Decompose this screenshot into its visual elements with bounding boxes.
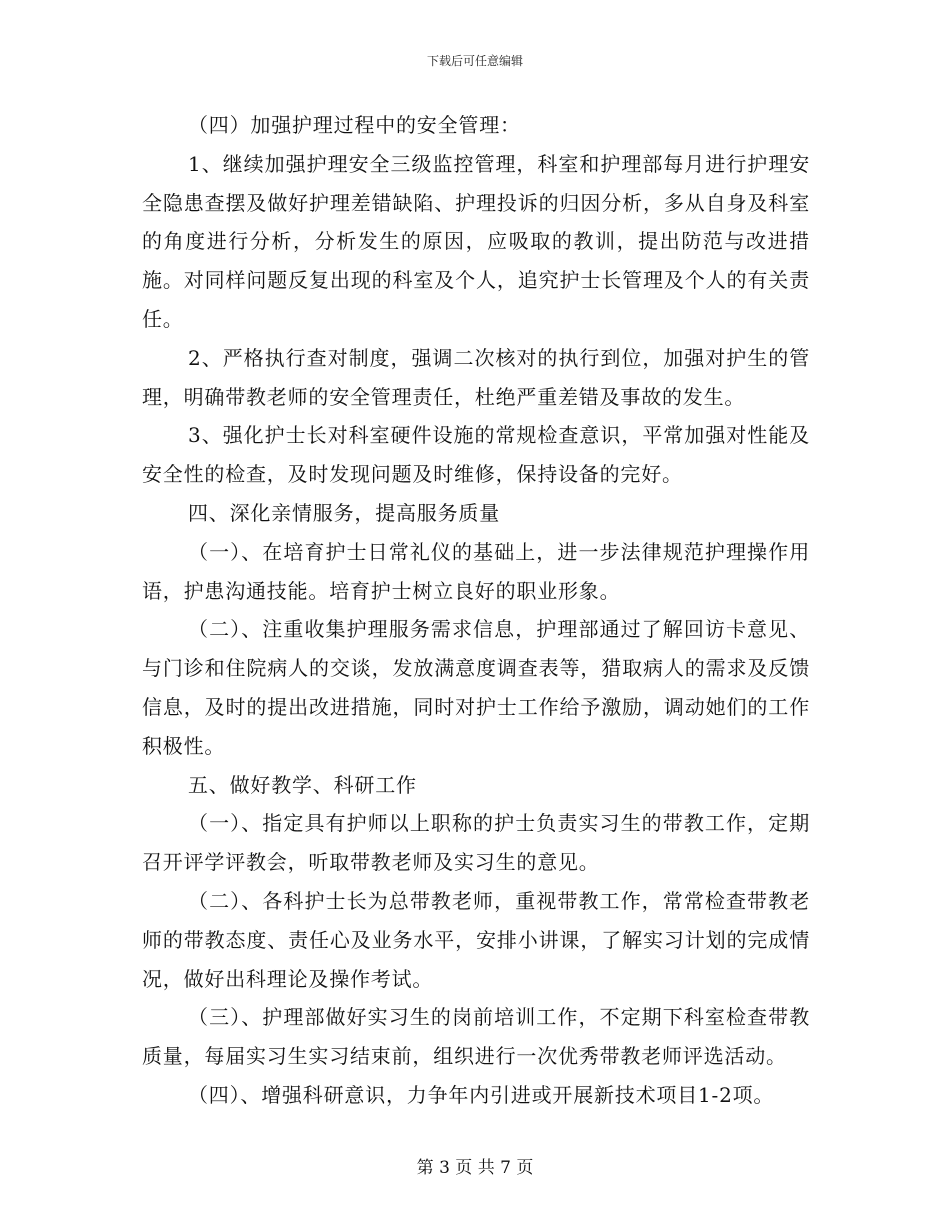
section-heading-teaching-research: 五、做好教学、科研工作: [188, 772, 417, 797]
section-heading-safety-management: （四）加强护理过程中的安全管理：: [188, 113, 521, 137]
paragraph-service-feedback: （二）、注重收集护理服务需求信息，护理部通过了解回访卡意见、与门诊和住院病人的交谈，发放满意度调查表等，猎取病人的需求及反馈信息，及时的提出改进措施，同时对护士工作给予激励，调动她们的工作积极性。: [142, 617, 810, 758]
paragraph-research-awareness: （四）、增强科研意识，力争年内引进或开展新技术项目1-2项。: [188, 1082, 775, 1107]
paragraph-equipment-inspection: 3、强化护士长对科室硬件设施的常规检查意识，平常加强对性能及安全性的检查，及时发现问题及时维修，保持设备的完好。: [142, 423, 810, 487]
paragraph-nurse-etiquette: （一）、在培育护士日常礼仪的基础上，进一步法律规范护理操作用语，护患沟通技能。培育护士树立良好的职业形象。: [142, 539, 810, 603]
paragraph-check-system: 2、严格执行查对制度，强调二次核对的执行到位，加强对护生的管理，明确带教老师的安全管理责任，杜绝严重差错及事故的发生。: [142, 345, 810, 409]
document-body: [142, 106, 810, 1115]
paragraph-intern-training: （三）、护理部做好实习生的岗前培训工作，不定期下科室检查带教质量，每届实习生实习结束前，组织进行一次优秀带教老师评选活动。: [142, 1005, 810, 1069]
paragraph-head-nurse-teaching: （二）、各科护士长为总带教老师，重视带教工作，常常检查带教老师的带教态度、责任心及业务水平，安排小讲课，了解实习计划的完成情况，做好出科理论及操作考试。: [142, 888, 810, 991]
section-heading-service-quality: 四、深化亲情服务，提高服务质量: [188, 500, 500, 525]
page-number-footer: 第 3 页 共 7 页: [416, 1158, 534, 1178]
paragraph-teaching-assignment: （一）、指定具有护师以上职称的护士负责实习生的带教工作，定期召开评学评教会，听取带教老师及实习生的意见。: [142, 811, 810, 875]
paragraph-safety-monitoring: 1、继续加强护理安全三级监控管理，科室和护理部每月进行护理安全隐患查摆及做好护理差错缺陷、护理投诉的归因分析，多从自身及科室的角度进行分析，分析发生的原因，应吸取的教训，提出防范与改进措施。对同样问题反复出现的科室及个人，追究护士长管理及个人的有关责任。: [142, 151, 810, 331]
page-header: 下载后可任意编辑: [426, 54, 523, 68]
